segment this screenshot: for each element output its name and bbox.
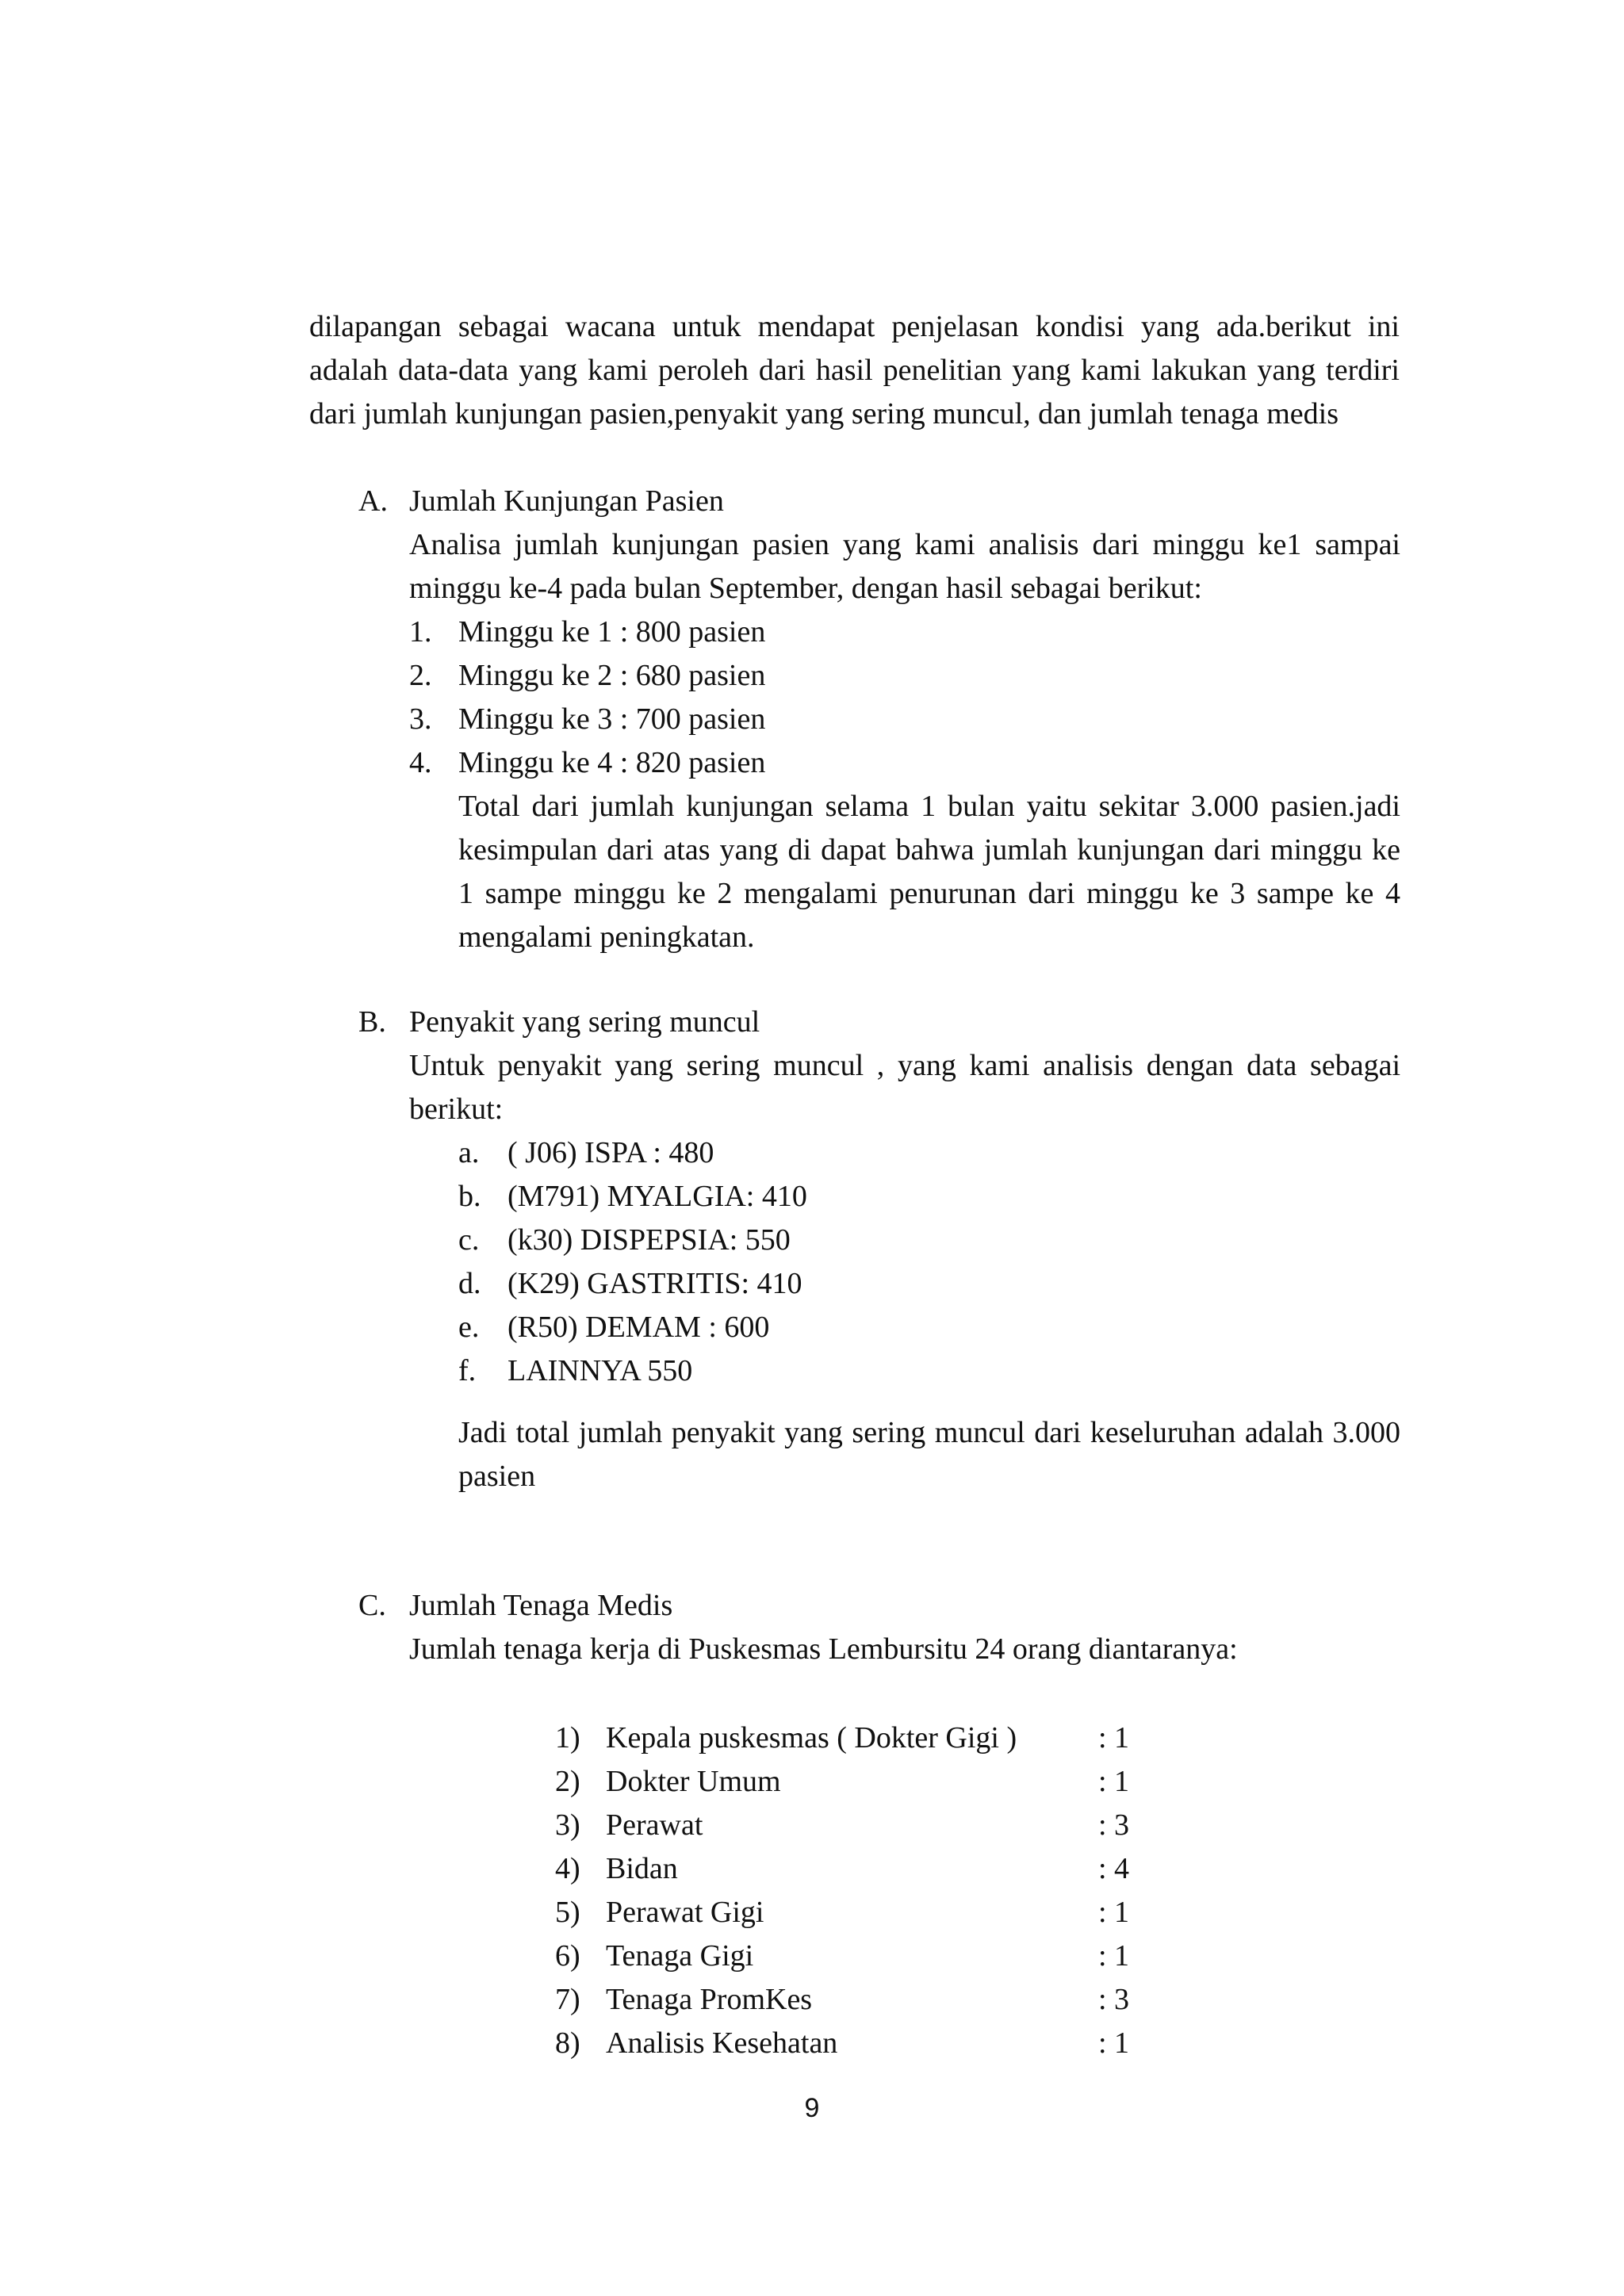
section-a-title: Jumlah Kunjungan Pasien [409, 484, 724, 518]
section-b-title: Penyakit yang sering muncul [409, 1005, 760, 1039]
list-item: 3) Perawat : 3 [555, 1808, 1130, 1842]
section-c-paragraph: Jumlah tenaga kerja di Puskesmas Lembursitu 24 orang diantaranya: [409, 1632, 1238, 1666]
section-b-letter: B. [358, 1005, 386, 1039]
medical-staff-list [555, 1716, 1189, 2065]
intro-paragraph: dilapangan sebagai wacana untuk mendapat penjelasan kondisi yang ada.berikut ini adalah data-data yang kami peroleh dari hasil penelitian yang kami lakukan yang terdiri dari jumlah kunjungan pasien,penyakit yang sering muncul, dan jumlah tenaga medis [309, 310, 1400, 430]
list-item: 3. Minggu ke 3 : 700 pasien [409, 702, 766, 736]
list-item: 1. Minggu ke 1 : 800 pasien [409, 615, 766, 649]
section-c-letter: C. [358, 1589, 386, 1622]
list-item: 7) Tenaga PromKes : 3 [555, 1983, 1130, 2016]
list-item: b. (M791) MYALGIA: 410 [458, 1180, 807, 1213]
list-item: 1) Kepala puskesmas ( Dokter Gigi ) : 1 [555, 1721, 1130, 1755]
list-item: a. ( J06) ISPA : 480 [458, 1136, 714, 1169]
section-a-letter: A. [358, 484, 388, 518]
disease-list [458, 1131, 1331, 1393]
list-item: 5) Perawat Gigi : 1 [555, 1896, 1130, 1929]
section-c-heading [358, 1584, 1405, 1628]
section-b-summary: Jadi total jumlah penyakit yang sering muncul dari keseluruhan adalah 3.000 pasien [458, 1416, 1400, 1493]
list-item: 2) Dokter Umum : 1 [555, 1765, 1130, 1798]
section-b-paragraph: Untuk penyakit yang sering muncul , yang kami analisis dengan data sebagai berikut: [409, 1049, 1400, 1126]
list-item: 8) Analisis Kesehatan : 1 [555, 2026, 1130, 2060]
section-a-summary: Total dari jumlah kunjungan selama 1 bulan yaitu sekitar 3.000 pasien.jadi kesimpulan dari atas yang di dapat bahwa jumlah kunjungan dari minggu ke 1 sampe minggu ke 2 mengalami penurunan dari minggu ke 3 sampe ke 4 mengalami peningkatan. [458, 790, 1400, 954]
list-item: 2. Minggu ke 2 : 680 pasien [409, 659, 766, 692]
list-item: 4) Bidan : 4 [555, 1852, 1130, 1885]
section-a-paragraph: Analisa jumlah kunjungan pasien yang kami analisis dari minggu ke1 sampai minggu ke-4 pada bulan September, dengan hasil sebagai berikut: [409, 528, 1400, 605]
list-item: 6) Tenaga Gigi : 1 [555, 1939, 1130, 1973]
section-c-title: Jumlah Tenaga Medis [409, 1589, 673, 1622]
list-item: d. (K29) GASTRITIS: 410 [458, 1267, 802, 1300]
list-item: 4. Minggu ke 4 : 820 pasien [409, 746, 766, 779]
list-item: f. LAINNYA 550 [458, 1354, 693, 1387]
page-number: 9 [804, 2093, 820, 2123]
list-item: e. (R50) DEMAM : 600 [458, 1311, 770, 1344]
section-a-heading [358, 480, 1405, 523]
section-b-heading [358, 1001, 1405, 1044]
list-item: c. (k30) DISPEPSIA: 550 [458, 1223, 791, 1257]
weekly-visits-list [409, 610, 1361, 785]
